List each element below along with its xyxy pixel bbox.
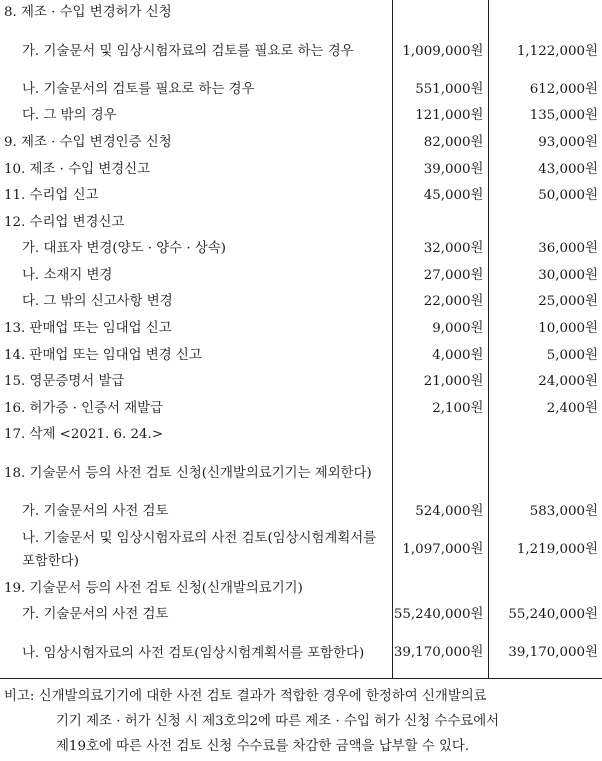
fee-amount: 551,000원 <box>392 77 488 104</box>
table-row <box>0 525 602 575</box>
table-row <box>0 629 602 679</box>
fee-amount: 121,000원 <box>392 103 488 130</box>
item-label: 12. 수리업 변경신고 <box>0 209 392 236</box>
fee-amount: 39,170,000원 <box>392 629 488 679</box>
item-label: 9. 제조 · 수입 변경인증 신청 <box>0 130 392 157</box>
table-row <box>0 422 602 449</box>
fee-amount: 22,000원 <box>392 289 488 316</box>
table-row <box>0 236 602 263</box>
item-label: 8. 제조 · 수입 변경허가 신청 <box>0 0 392 27</box>
fee-amount-alt <box>488 209 602 236</box>
item-label: 16. 허가증 · 인증서 재발급 <box>0 396 392 423</box>
item-label: 19. 기술문서 등의 사전 검토 신청(신개발의료기기) <box>0 575 392 602</box>
table-row <box>0 130 602 157</box>
fee-amount: 21,000원 <box>392 369 488 396</box>
table-row <box>0 27 602 77</box>
table-row <box>0 103 602 130</box>
table-row <box>0 449 602 499</box>
table-row <box>0 396 602 423</box>
item-label: 나. 소재지 변경 <box>0 263 392 290</box>
item-label: 18. 기술문서 등의 사전 검토 신청(신개발의료기기는 제외한다) <box>0 449 392 499</box>
fee-amount-alt: 24,000원 <box>488 369 602 396</box>
item-label: 17. 삭제 <2021. 6. 24.> <box>0 422 392 449</box>
fee-amount-alt: 93,000원 <box>488 130 602 157</box>
fee-amount <box>392 575 488 602</box>
item-label: 13. 판매업 또는 임대업 신고 <box>0 316 392 343</box>
table-row <box>0 602 602 629</box>
fee-amount-alt: 50,000원 <box>488 183 602 210</box>
fee-amount-alt <box>488 422 602 449</box>
fee-amount-alt <box>488 575 602 602</box>
fee-amount: 1,009,000원 <box>392 27 488 77</box>
item-label: 가. 기술문서의 사전 검토 <box>0 602 392 629</box>
fee-amount: 2,100원 <box>392 396 488 423</box>
fee-amount: 9,000원 <box>392 316 488 343</box>
item-label: 나. 기술문서 및 임상시험자료의 사전 검토(임상시험계획서를 포함한다) <box>0 525 392 575</box>
fee-amount-alt: 43,000원 <box>488 156 602 183</box>
item-label: 다. 그 밖의 신고사항 변경 <box>0 289 392 316</box>
item-label: 나. 임상시험자료의 사전 검토(임상시험계획서를 포함한다) <box>0 629 392 679</box>
fee-amount-alt: 135,000원 <box>488 103 602 130</box>
item-label: 14. 판매업 또는 임대업 변경 신고 <box>0 342 392 369</box>
fee-amount <box>392 0 488 27</box>
item-label: 10. 제조 · 수입 변경신고 <box>0 156 392 183</box>
table-row <box>0 263 602 290</box>
item-label: 15. 영문증명서 발급 <box>0 369 392 396</box>
table-row <box>0 77 602 104</box>
table-row <box>0 0 602 27</box>
fee-amount-alt: 2,400원 <box>488 396 602 423</box>
table-row <box>0 369 602 396</box>
remarks-note <box>4 684 598 759</box>
remarks-line: 비고: 신개발의료기기에 대한 사전 검토 결과가 적합한 경우에 한정하여 신개발의료 <box>4 689 487 704</box>
fee-amount <box>392 422 488 449</box>
fee-amount-alt: 30,000원 <box>488 263 602 290</box>
table-row <box>0 156 602 183</box>
fee-amount-alt: 612,000원 <box>488 77 602 104</box>
fee-amount-alt: 36,000원 <box>488 236 602 263</box>
item-label: 11. 수리업 신고 <box>0 183 392 210</box>
fee-amount: 1,097,000원 <box>392 525 488 575</box>
table-row <box>0 499 602 526</box>
item-label: 나. 기술문서의 검토를 필요로 하는 경우 <box>0 77 392 104</box>
fee-amount-alt <box>488 0 602 27</box>
fee-amount-alt: 5,000원 <box>488 342 602 369</box>
fee-amount-alt: 1,219,000원 <box>488 525 602 575</box>
fee-amount: 82,000원 <box>392 130 488 157</box>
fee-amount <box>392 209 488 236</box>
item-label: 다. 그 밖의 경우 <box>0 103 392 130</box>
table-row <box>0 289 602 316</box>
table-row <box>0 342 602 369</box>
fee-amount: 27,000원 <box>392 263 488 290</box>
fee-amount: 4,000원 <box>392 342 488 369</box>
fee-amount: 55,240,000원 <box>392 602 488 629</box>
table-row <box>0 575 602 602</box>
fee-amount: 524,000원 <box>392 499 488 526</box>
fee-amount: 45,000원 <box>392 183 488 210</box>
table-row <box>0 316 602 343</box>
item-label: 가. 기술문서 및 임상시험자료의 검토를 필요로 하는 경우 <box>0 27 392 77</box>
table-row <box>0 183 602 210</box>
fee-amount-alt: 583,000원 <box>488 499 602 526</box>
fee-amount-alt: 39,170,000원 <box>488 629 602 679</box>
fee-amount-alt: 55,240,000원 <box>488 602 602 629</box>
fee-amount-alt <box>488 449 602 499</box>
item-label: 가. 대표자 변경(양도 · 양수 · 상속) <box>0 236 392 263</box>
item-label: 가. 기술문서의 사전 검토 <box>0 499 392 526</box>
fee-amount: 39,000원 <box>392 156 488 183</box>
fee-amount-alt: 1,122,000원 <box>488 27 602 77</box>
remarks-line: 기기 제조 · 허가 신청 시 제3호의2에 따른 제조 · 수입 허가 신청 수수료에서 <box>56 714 500 729</box>
fee-amount: 32,000원 <box>392 236 488 263</box>
remarks-line: 제19호에 따른 사전 검토 신청 수수료를 차감한 금액을 납부할 수 있다. <box>56 739 470 754</box>
fee-amount-alt: 25,000원 <box>488 289 602 316</box>
fee-amount <box>392 449 488 499</box>
fee-amount-alt: 10,000원 <box>488 316 602 343</box>
table-row <box>0 209 602 236</box>
